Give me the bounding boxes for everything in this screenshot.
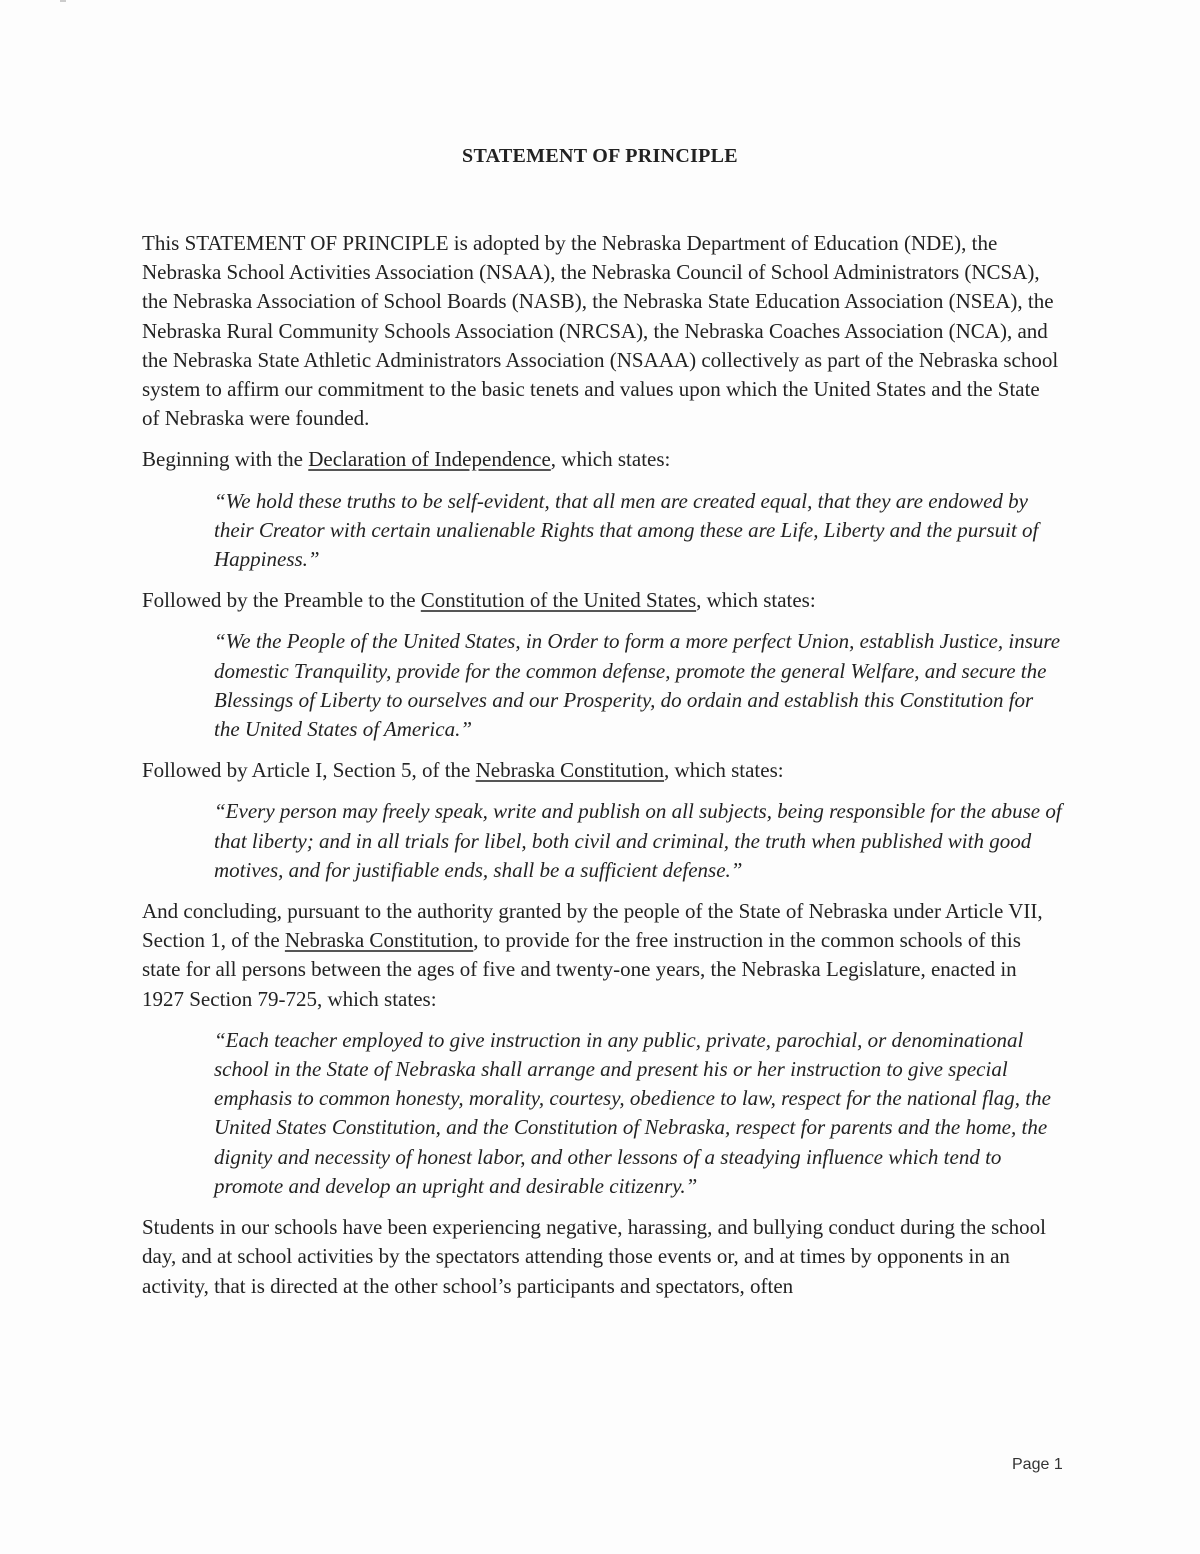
- us-constitution-link[interactable]: Constitution of the United States: [420, 588, 697, 613]
- nebraska-constitution-link-2[interactable]: Nebraska Constitution: [284, 928, 474, 953]
- scan-artifact: [60, 0, 66, 2]
- nebraska-quote: “Every person may freely speak, write and publish on all subjects, being responsible for the abuse of that liberty; and in all trials for libel, both civil and criminal, the truth when published with good motives, and for justifiable ends, shall be a sufficient defense.”: [214, 799, 1062, 882]
- concluding-text: And concluding, pursuant to the authority granted by the people of the State of Nebraska under Article VII, Section 1, of the: [142, 899, 1043, 953]
- concluding-paragraph: [142, 897, 1062, 1014]
- nebraska-intro-text: Followed by Article I, Section 5, of the: [142, 758, 476, 783]
- declaration-of-independence-link[interactable]: Declaration of Independence: [308, 447, 551, 472]
- students-paragraph: Students in our schools have been experiencing negative, harassing, and bullying conduct during the school day, and at school activities by the spectators attending those events or, and at times by opponents in an activity, that is directed at the other school’s participants and spectators, often: [142, 1215, 1046, 1298]
- document-body: [142, 229, 1062, 1313]
- nebraska-intro-suffix: , which states:: [664, 758, 784, 783]
- constitution-quote: “We the People of the United States, in Order to form a more perfect Union, establish Justice, insure domestic Tranquility, provide for the common defense, promote the general Welfare, and secure the Blessings of Liberty to ourselves and our Prosperity, do ordain and establish this Constitution for the United States of America.”: [214, 629, 1061, 742]
- declaration-quote: “We hold these truths to be self-evident, that all men are created equal, that they are endowed by their Creator with certain unalienable Rights that among these are Life, Liberty and the pursuit of Happiness.”: [214, 488, 1039, 572]
- constitution-intro-suffix: , which states:: [696, 588, 816, 613]
- intro-paragraph: This STATEMENT OF PRINCIPLE is adopted by the Nebraska Department of Education (NDE), the Nebraska School Activities Association (NSAA), the Nebraska Council of School Administrators (NCSA), the Nebraska Association of School Boards (NASB), the Nebraska State Education Association (NSEA), the Nebraska Rural Community Schools Association (NRCSA), the Nebraska Coaches Association (NCA), and the Nebraska State Athletic Administrators Association (NSAAA) collectively as part of the Nebraska school system to affirm our commitment to the basic tenets and values upon which the United States and the State of Nebraska were founded.: [142, 231, 1059, 431]
- declaration-intro-suffix: , which states:: [550, 447, 671, 472]
- nebraska-intro-paragraph: [142, 756, 1062, 785]
- declaration-intro-paragraph: [142, 445, 1062, 474]
- declaration-intro-text: Beginning with the: [142, 447, 309, 472]
- constitution-intro-text: Followed by the Preamble to the: [142, 588, 421, 613]
- statute-quote: “Each teacher employed to give instruction in any public, private, parochial, or denominational school in the State of Nebraska shall arrange and present his or her instruction to give special emphasis to common honesty, morality, courtesy, obedience to law, respect for the national flag, the United States Constitution, and the Constitution of Nebraska, respect for parents and the home, the dignity and necessity of honest labor, and other lessons of a steadying influence which tend to promote and develop an upright and desirable citizenry.”: [214, 1027, 1051, 1198]
- nebraska-constitution-link[interactable]: Nebraska Constitution: [475, 758, 665, 783]
- document-title: STATEMENT OF PRINCIPLE: [462, 145, 738, 167]
- page-number: Page 1: [1012, 1456, 1063, 1473]
- constitution-intro-paragraph: [142, 586, 1062, 615]
- concluding-suffix: , to provide for the free instruction in the common schools of this state for all persons between the ages of five and twenty-one years, the Nebraska Legislature, enacted in 1927 Section 79-725, which states:: [142, 928, 1021, 1011]
